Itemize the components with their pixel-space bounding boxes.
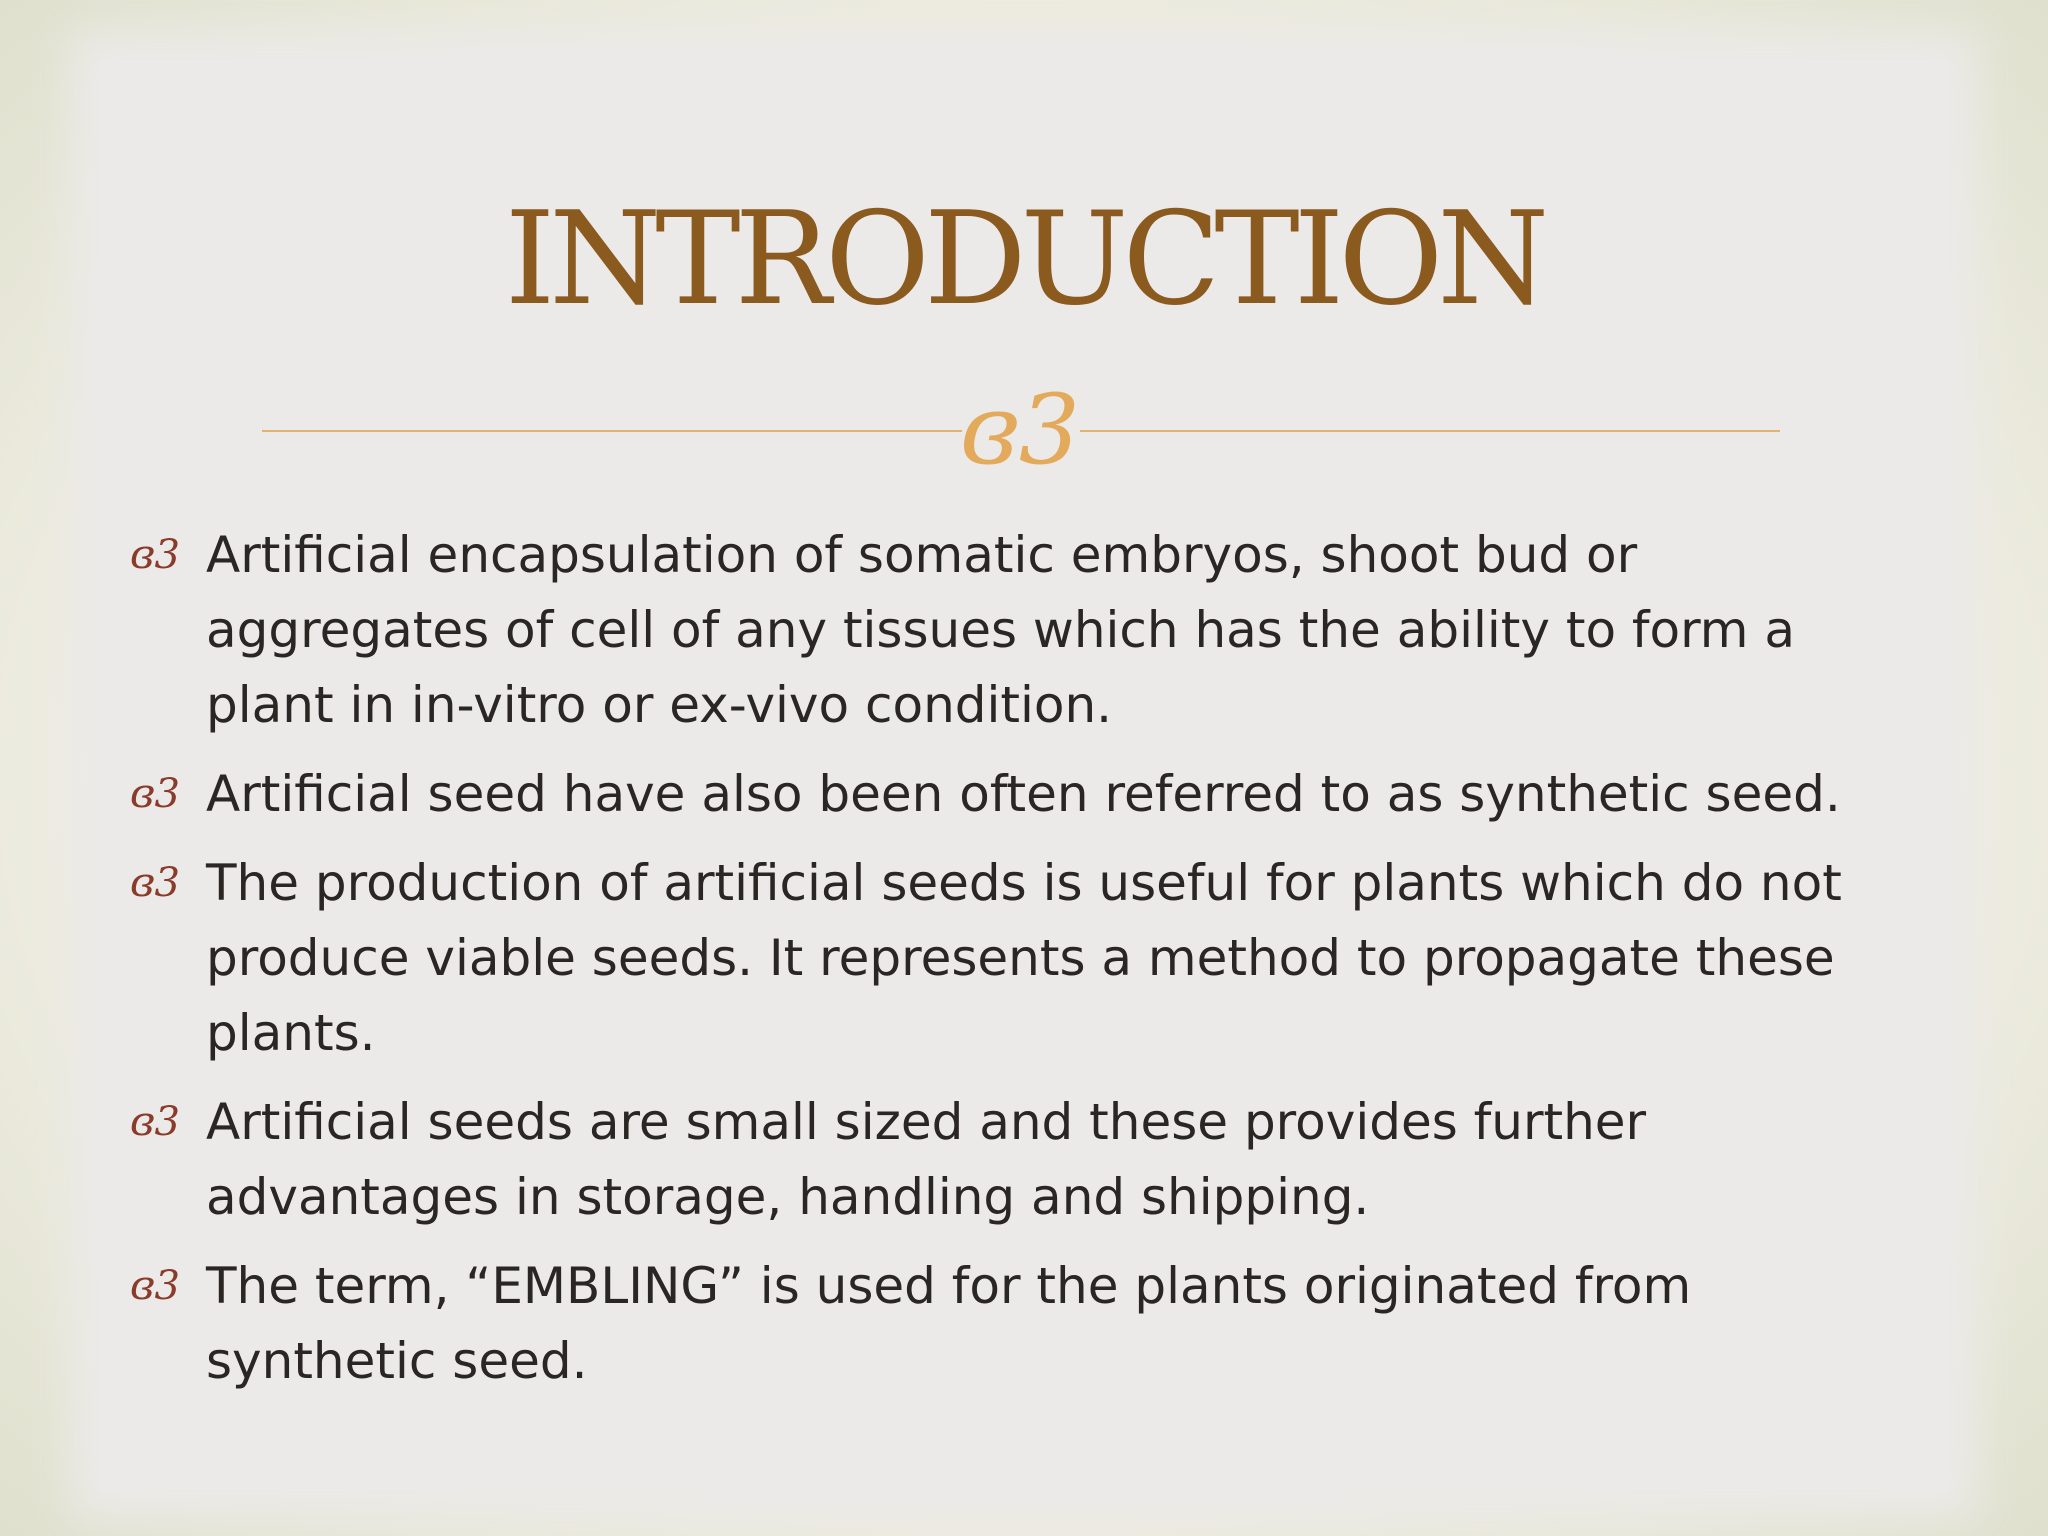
bullet-item: [120, 1249, 1880, 1399]
bullet-item: [120, 757, 1880, 832]
title-divider-left: [262, 430, 962, 432]
bullet-item: [120, 518, 1880, 743]
flourish-ornament-icon: ɞ3: [960, 374, 1080, 486]
bullet-item: [120, 846, 1880, 1071]
bullet-flourish-icon: ɞ3: [130, 532, 180, 578]
bullet-text: The term, “EMBLING” is used for the plants originated from synthetic seed.: [206, 1257, 1692, 1390]
bullet-text: Artificial seeds are small sized and these provides further advantages in storage, handling and shipping.: [206, 1093, 1647, 1226]
bullet-text: Artificial encapsulation of somatic embryos, shoot bud or aggregates of cell of any tissues which has the ability to form a plant in in-vitro or ex-vivo condition.: [206, 526, 1796, 734]
bullet-flourish-icon: ɞ3: [130, 860, 180, 906]
slide-title: INTRODUCTION: [504, 185, 1544, 334]
bullet-text: Artificial seed have also been often referred to as synthetic seed.: [206, 765, 1841, 823]
bullet-flourish-icon: ɞ3: [130, 1263, 180, 1309]
bullet-flourish-icon: ɞ3: [130, 1099, 180, 1145]
bullet-text: The production of artificial seeds is useful for plants which do not produce viable seeds. It represents a method to propagate these plants.: [206, 854, 1842, 1062]
bullet-item: [120, 1085, 1880, 1235]
title-divider-right: [1080, 430, 1780, 432]
bullet-list: [120, 518, 1880, 1413]
bullet-flourish-icon: ɞ3: [130, 771, 180, 817]
